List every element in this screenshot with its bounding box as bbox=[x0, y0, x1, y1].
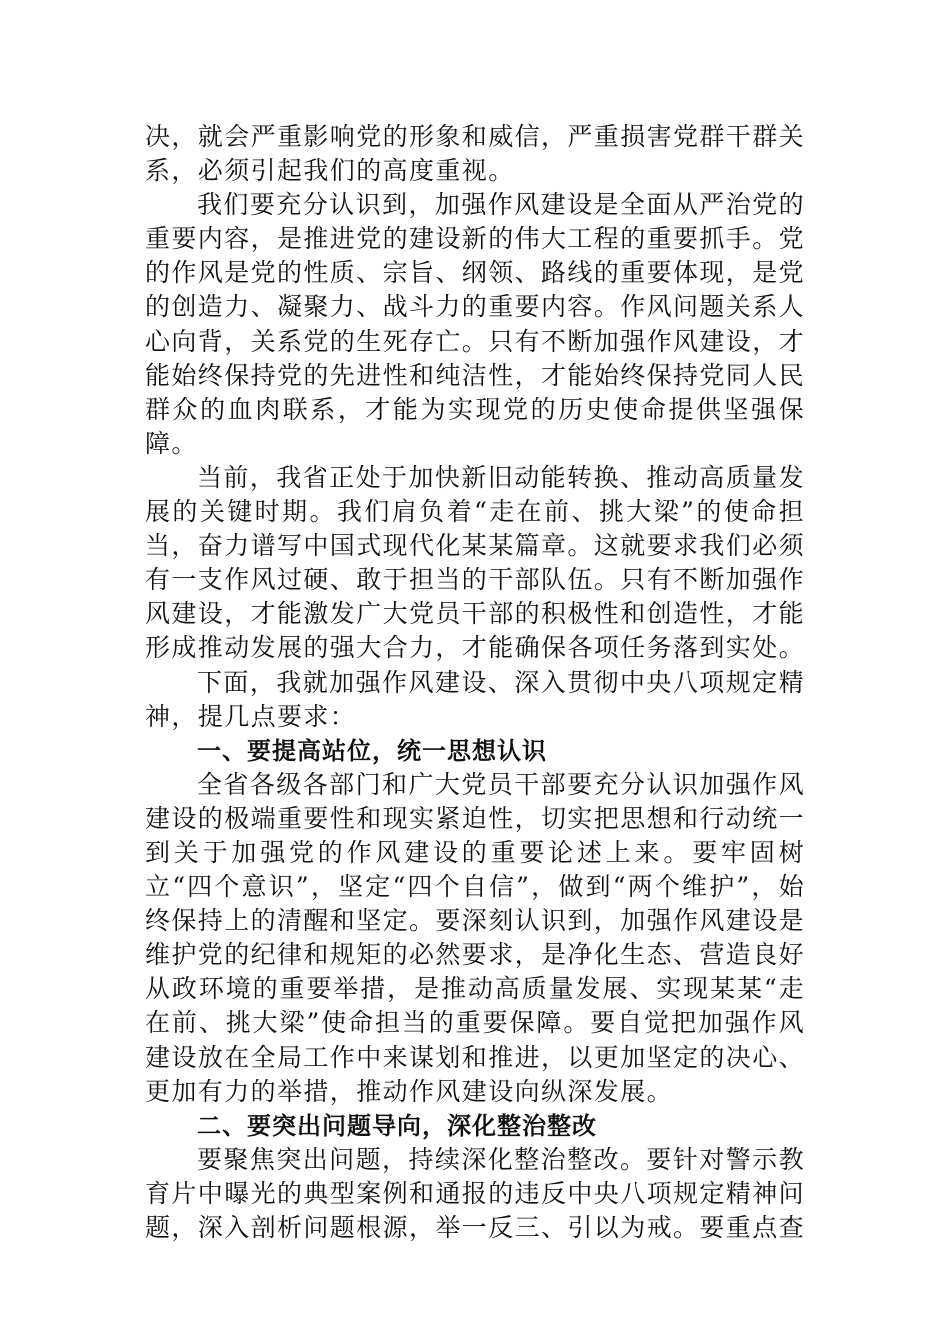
paragraph-continuation: 决，就会严重影响党的形象和威信，严重损害党群干群关系，必须引起我们的高度重视。 bbox=[145, 122, 806, 186]
paragraph-requirements-intro: 下面，我就加强作风建设、深入贯彻中央八项规定精神，提几点要求： bbox=[145, 667, 805, 731]
paragraph-current-situation: 当前，我省正处于加快新旧动能转换、推动高质量发展的关键时期。我们肩负着“走在前、挑大梁”的使命担当，奋力谱写中国式现代化某某篇章。这就要求我们必须有一支作风过硬、敢于担当的干部队伍。只有不断加强作风建设，才能激发广大党员干部的积极性和创造性，才能形成推动发展的强大合力，才能确保各项任务落到实处。 bbox=[145, 462, 806, 663]
paragraph-party-style-importance: 我们要充分认识到，加强作风建设是全面从严治党的重要内容，是推进党的建设新的伟大工程的重要抓手。党的作风是党的性质、宗旨、纲领、路线的重要体现，是党的创造力、凝聚力、战斗力的重要内容。作风问题关系人心向背，关系党的生死存亡。只有不断加强作风建设，才能始终保持党的先进性和纯洁性，才能始终保持党同人民群众的血肉联系，才能为实现党的历史使命提供坚强保障。 bbox=[145, 190, 806, 458]
section-heading-two: 二、要突出问题导向，深化整治整改 bbox=[197, 1111, 597, 1140]
paragraph-section-one-body: 全省各级各部门和广大党员干部要充分认识加强作风建设的极端重要性和现实紧迫性，切实把思想和行动统一到关于加强党的作风建设的重要论述上来。要牢固树立“四个意识”，坚定“四个自信”，做到“两个维护”，始终保持上的清醒和坚定。要深刻认识到，加强作风建设是维护党的纪律和规矩的必然要求，是净化生态、营造良好从政环境的重要举措，是推动高质量发展、实现某某“走在前、挑大梁”使命担当的重要保障。要自觉把加强作风建设放在全局工作中来谋划和推进，以更加坚定的决心、更加有力的举措，推动作风建设向纵深发展。 bbox=[145, 769, 806, 1106]
section-heading-one: 一、要提高站位，统一思想认识 bbox=[197, 736, 547, 765]
paragraph-section-two-body: 要聚焦突出问题，持续深化整治整改。要针对警示教育片中曝光的典型案例和通报的违反中央八项规定精神问题，深入剖析问题根源，举一反三、引以为戒。要重点查 bbox=[145, 1144, 806, 1242]
document-page bbox=[145, 120, 805, 1245]
